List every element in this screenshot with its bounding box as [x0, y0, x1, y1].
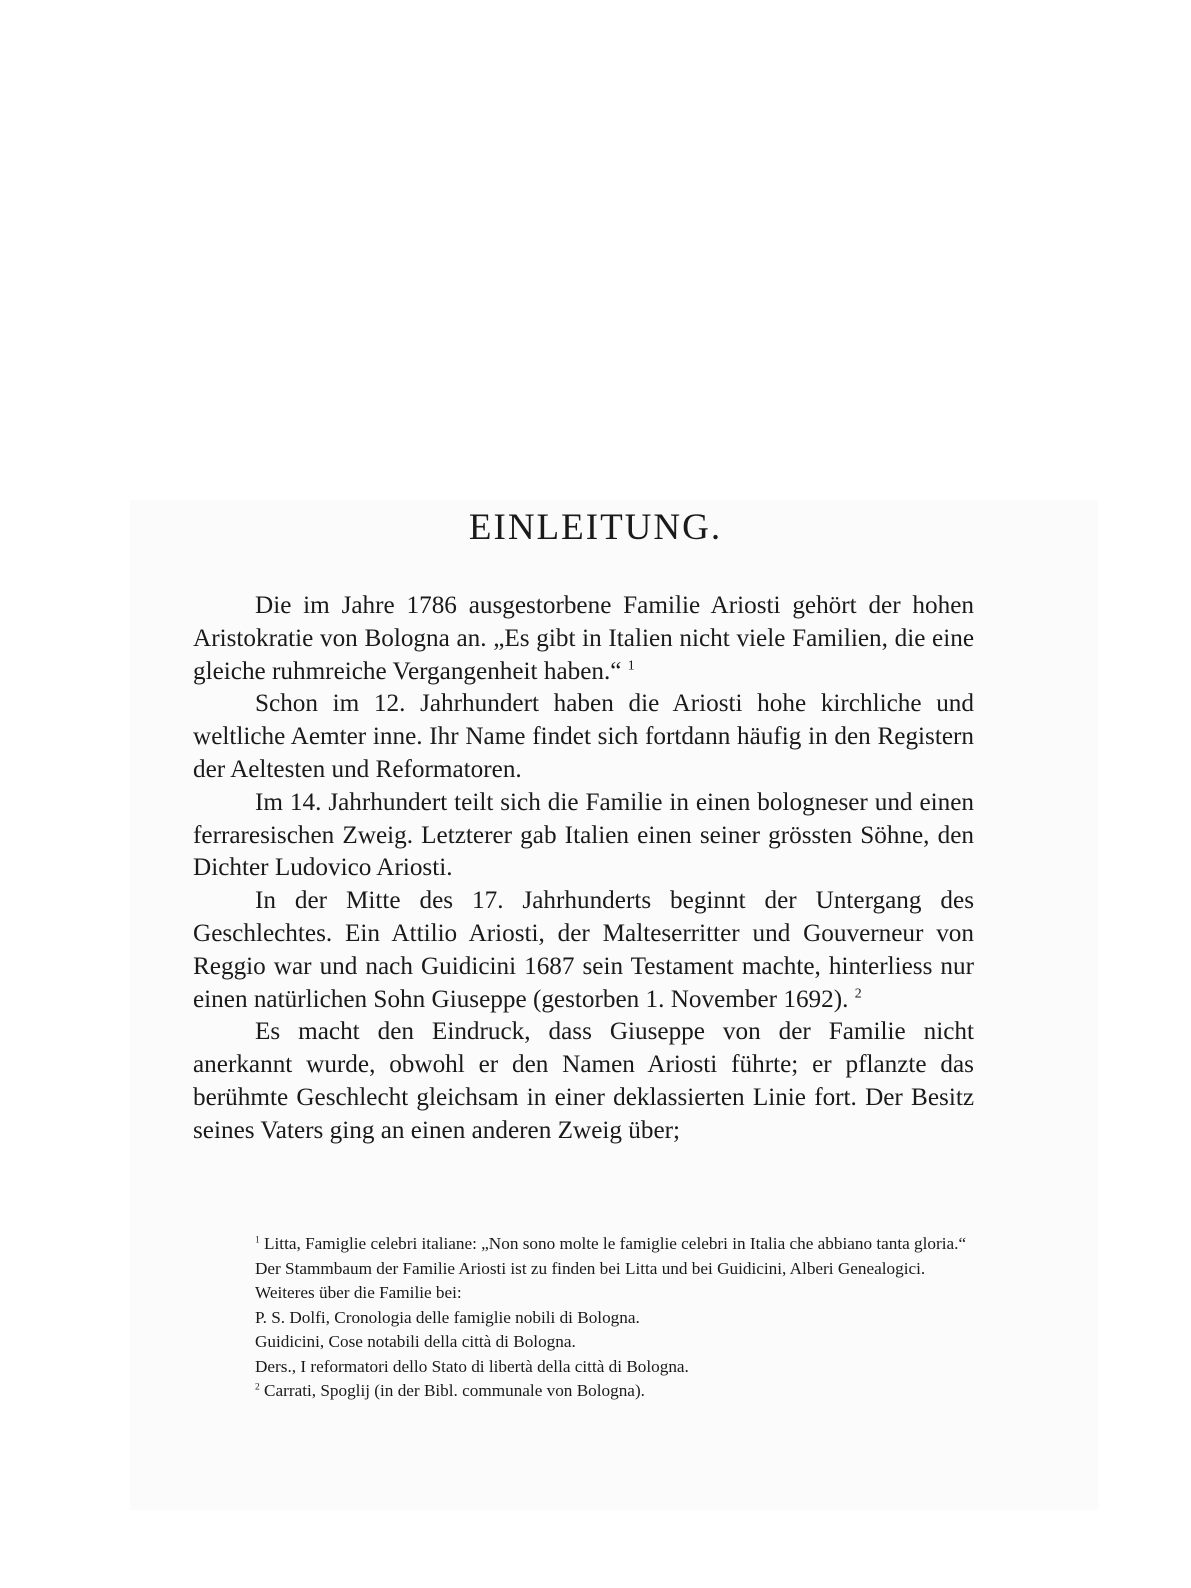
- footnote-ref: 1: [627, 656, 635, 672]
- paragraph: Es macht den Eindruck, dass Giuseppe von der Familie nicht anerkannt wurde, obwohl er den Namen Ariosti führte; er pflanzte das berühmte Geschlecht gleichsam in einer deklassierten Linie fort. Der Besitz seines Vaters ging an einen anderen Zweig über;: [193, 1018, 974, 1144]
- footnote: Ders., I reformatori dello Stato di libertà della città di Bologna.: [255, 1356, 689, 1376]
- paragraph: Schon im 12. Jahrhundert haben die Ariosti hohe kirchliche und weltliche Aemter inne. Ihr Name findet sich fortdann häufig in den Registern der Aeltesten und Reformatoren.: [193, 690, 974, 783]
- main-text: [193, 590, 974, 1148]
- footnote: Weiteres über die Familie bei:: [255, 1283, 462, 1302]
- footnotes: [193, 1232, 974, 1404]
- page-title: EINLEITUNG.: [468, 507, 723, 548]
- paragraph: Im 14. Jahrhundert teilt sich die Familie in einen bologneser und einen ferraresischen Zweig. Letzterer gab Italien einen seiner grössten Söhne, den Dichter Ludovico Ariosti.: [193, 788, 974, 882]
- footnote: $^1$ Litta, Famiglie celebri italiane: „Non sono molte le famiglie celebri in Italia che abbiano tanta gloria.“: [255, 1234, 967, 1253]
- footnote-mark: 1: [255, 1235, 260, 1246]
- footnote: Der Stammbaum der Familie Ariosti ist zu finden bei Litta und bei Guidicini, Alberi Genealogici.: [255, 1258, 926, 1278]
- paragraph: Die im Jahre 1786 ausgestorbene Familie Ariosti gehört der hohen Aristokratie von Bologna an. „Es gibt in Italien nicht viele Familien, die eine gleiche ruhmreiche Vergangenheit haben.“ $^1$: [193, 592, 974, 685]
- footnote: $^2$ Carrati, Spoglij (in der Bibl. communale von Bologna).: [255, 1381, 645, 1400]
- footnote-ref: 2: [854, 984, 862, 1000]
- footnote: Guidicini, Cose notabili della città di Bologna.: [255, 1332, 576, 1351]
- footnote: P. S. Dolfi, Cronologia delle famiglie nobili di Bologna.: [255, 1307, 640, 1327]
- footnote-mark: 2: [255, 1382, 260, 1393]
- paragraph: In der Mitte des 17. Jahrhunderts beginnt der Untergang des Geschlechtes. Ein Attilio Ariosti, der Malteserritter und Gouverneur von Reggio war und nach Guidicini 1687 sein Testament machte, hinterliess nur einen natürlichen Sohn Giuseppe (gestorben 1. November 1692). $^2$: [193, 887, 974, 1013]
